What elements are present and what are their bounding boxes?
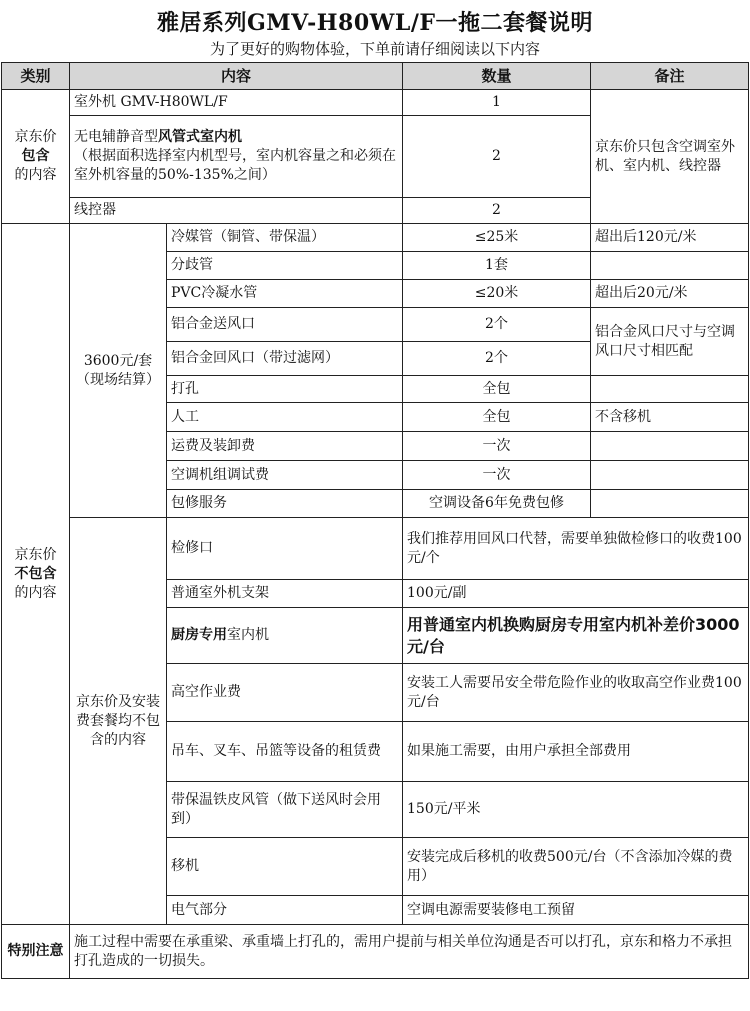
package-table (1, 62, 749, 979)
package-note (591, 252, 749, 280)
package-item: 包修服务 (167, 490, 403, 518)
included-quantity: 1 (403, 90, 591, 116)
extra-item: 移机 (167, 838, 403, 896)
included-quantity: 2 (403, 198, 591, 224)
table-row (2, 90, 749, 116)
header-note: 备注 (591, 63, 749, 90)
package-note: 超出后20元/米 (591, 280, 749, 308)
package-quantity: 一次 (403, 432, 591, 461)
extra-item: 厨房专用室内机 (167, 608, 403, 664)
extra-desc: 100元/副 (403, 580, 749, 608)
extra-item: 检修口 (167, 518, 403, 580)
page-subtitle: 为了更好的购物体验，下单前请仔细阅读以下内容 (209, 40, 540, 58)
extra-item: 普通室外机支架 (167, 580, 403, 608)
page-title: 雅居系列GMV-H80WL/F一拖二套餐说明 (157, 10, 593, 36)
package-note: 铝合金风口尺寸与空调风口尺寸相匹配 (591, 308, 749, 376)
package-note (591, 432, 749, 461)
package-quantity: 1套 (403, 252, 591, 280)
package-item: 打孔 (167, 376, 403, 403)
package-quantity: 2个 (403, 342, 591, 376)
package-note: 不含移机 (591, 403, 749, 432)
extra-desc: 如果施工需要，由用户承担全部费用 (403, 722, 749, 782)
table-row (2, 224, 749, 252)
special-label: 特别注意 (2, 925, 70, 979)
special-text: 施工过程中需要在承重梁、承重墙上打孔的，需用户提前与相关单位沟通是否可以打孔，京东和格力不承担打孔造成的一切损失。 (70, 925, 749, 979)
package-price-label: 3600元/套（现场结算） (70, 224, 167, 518)
package-item: 空调机组调试费 (167, 461, 403, 490)
package-item: 铝合金回风口（带过滤网） (167, 342, 403, 376)
extra-desc: 安装完成后移机的收费500元/台（不含添加冷媒的费用） (403, 838, 749, 896)
package-item: 分歧管 (167, 252, 403, 280)
package-item: 冷媒管（铜管、带保温） (167, 224, 403, 252)
package-note: 超出后120元/米 (591, 224, 749, 252)
package-quantity: ≤25米 (403, 224, 591, 252)
extra-desc: 150元/平米 (403, 782, 749, 838)
extra-desc: 空调电源需要装修电工预留 (403, 896, 749, 925)
package-item: 运费及装卸费 (167, 432, 403, 461)
extra-item: 高空作业费 (167, 664, 403, 722)
package-quantity: 一次 (403, 461, 591, 490)
package-quantity: 空调设备6年免费包修 (403, 490, 591, 518)
package-item: PVC冷凝水管 (167, 280, 403, 308)
included-quantity: 2 (403, 116, 591, 198)
extra-item: 吊车、叉车、吊篮等设备的租赁费 (167, 722, 403, 782)
package-note (591, 461, 749, 490)
table-row (2, 518, 749, 580)
table-header-row (2, 63, 749, 90)
included-category: 京东价 包含 的内容 (2, 90, 70, 224)
header-category: 类别 (2, 63, 70, 90)
extra-item: 电气部分 (167, 896, 403, 925)
package-item: 人工 (167, 403, 403, 432)
included-note: 京东价只包含空调室外机、室内机、线控器 (591, 90, 749, 224)
package-note (591, 376, 749, 403)
package-quantity: 2个 (403, 308, 591, 342)
package-quantity: 全包 (403, 403, 591, 432)
included-item: 无电辅静音型风管式室内机 （根据面积选择室内机型号，室内机容量之和必须在室外机容量的50%-135%之间） (70, 116, 403, 198)
header-content: 内容 (70, 63, 403, 90)
extra-desc: 我们推荐用回风口代替，需要单独做检修口的收费100元/个 (403, 518, 749, 580)
extra-item: 带保温铁皮风管（做下送风时会用到） (167, 782, 403, 838)
package-item: 铝合金送风口 (167, 308, 403, 342)
table-row (2, 925, 749, 979)
extra-category-label: 京东价及安装费套餐均不包含的内容 (70, 518, 167, 925)
excluded-category: 京东价 不包含 的内容 (2, 224, 70, 925)
extra-desc: 安装工人需要吊安全带危险作业的收取高空作业费100元/台 (403, 664, 749, 722)
header-quantity: 数量 (403, 63, 591, 90)
package-note (591, 490, 749, 518)
package-quantity: ≤20米 (403, 280, 591, 308)
included-item: 室外机 GMV-H80WL/F (70, 90, 403, 116)
included-item: 线控器 (70, 198, 403, 224)
package-quantity: 全包 (403, 376, 591, 403)
extra-desc: 用普通室内机换购厨房专用室内机补差价3000元/台 (403, 608, 749, 664)
